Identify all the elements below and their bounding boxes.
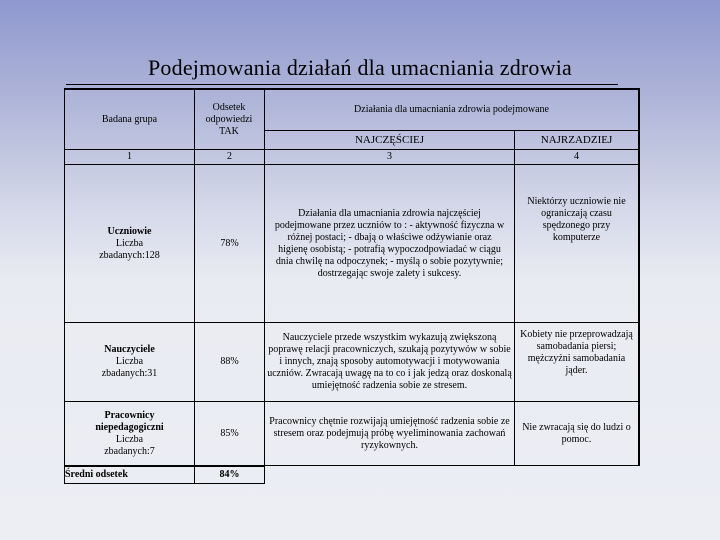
column-number: 4 bbox=[574, 151, 579, 162]
group-name: Nauczyciele bbox=[104, 344, 155, 355]
column-number: 3 bbox=[387, 151, 392, 162]
header-group: Badana grupa bbox=[101, 113, 158, 125]
table-row-group bbox=[65, 402, 194, 466]
column-number: 1 bbox=[127, 151, 132, 162]
footer-percent: 84% bbox=[219, 469, 240, 480]
table-row-least-often: Kobiety nie przeprowadzają samobadania piersi; mężczyźni samobadania jąder. bbox=[520, 329, 633, 376]
table-row-most-often: Działania dla umacniania zdrowia najczęściej podejmowane przez uczniów to : - aktywność fizyczna w różnej postaci; - dbają o właściwe odżywianie oraz higienę osobistą; - potrafią wypoczodpowiadać w ciągu dnia chwilę na odpoczynek; - myślą o sobie pozytywnie; dostrzegając swoje zalety i sukcesy. bbox=[274, 207, 505, 279]
header-most-often: NAJCZĘŚCIEJ bbox=[354, 134, 425, 146]
title-underline bbox=[66, 84, 618, 85]
group-name: Uczniowie bbox=[107, 225, 152, 237]
table-row-percent: 78% bbox=[220, 237, 239, 249]
group-count: Liczba zbadanych:7 bbox=[104, 434, 155, 457]
header-percent: Odsetek odpowiedzi TAK bbox=[205, 101, 253, 137]
group-count: Liczba zbadanych:31 bbox=[101, 356, 158, 379]
column-number: 2 bbox=[227, 151, 232, 162]
slide-title: Podejmowania działań dla umacniania zdrowia bbox=[147, 55, 572, 80]
table-row-least-often: Nie zwracają się do ludzi o pomoc. bbox=[522, 422, 631, 445]
group-name: Pracownicy niepedagogiczni bbox=[95, 410, 164, 433]
table-row-least-often: Niektórzy uczniowie nie ograniczają czasu spędzonego przy komputerze bbox=[527, 196, 626, 243]
table-row-most-often: Pracownicy chętnie rozwijają umiejętność radzenia sobie ze stresem oraz podejmują próbę wyeliminowania zachowań ryzykownych. bbox=[269, 416, 510, 451]
table-row-group bbox=[65, 165, 194, 322]
table-row-percent: 85% bbox=[220, 428, 239, 439]
table-row-group bbox=[65, 323, 194, 401]
header-least-often: NAJRZADZIEJ bbox=[540, 134, 613, 146]
table-row-most-often: Nauczyciele przede wszystkim wykazują zwiększoną poprawę relacji pracowniczych, szukają pozytywów w sobie i innych, znają sposoby automotywacji i motywowania uczniów. Zwracają uwagę na to co i jak jedzą oraz doskonalą umiejętność radzenia sobie ze stresem. bbox=[267, 332, 512, 391]
footer-label: Średni odsetek bbox=[65, 469, 128, 480]
header-actions: Działania dla umacniania zdrowia podejmowane bbox=[354, 104, 549, 115]
table-right-shadow bbox=[638, 88, 640, 466]
group-count: Liczba zbadanych:128 bbox=[99, 237, 160, 261]
table-row-percent: 88% bbox=[220, 356, 239, 367]
